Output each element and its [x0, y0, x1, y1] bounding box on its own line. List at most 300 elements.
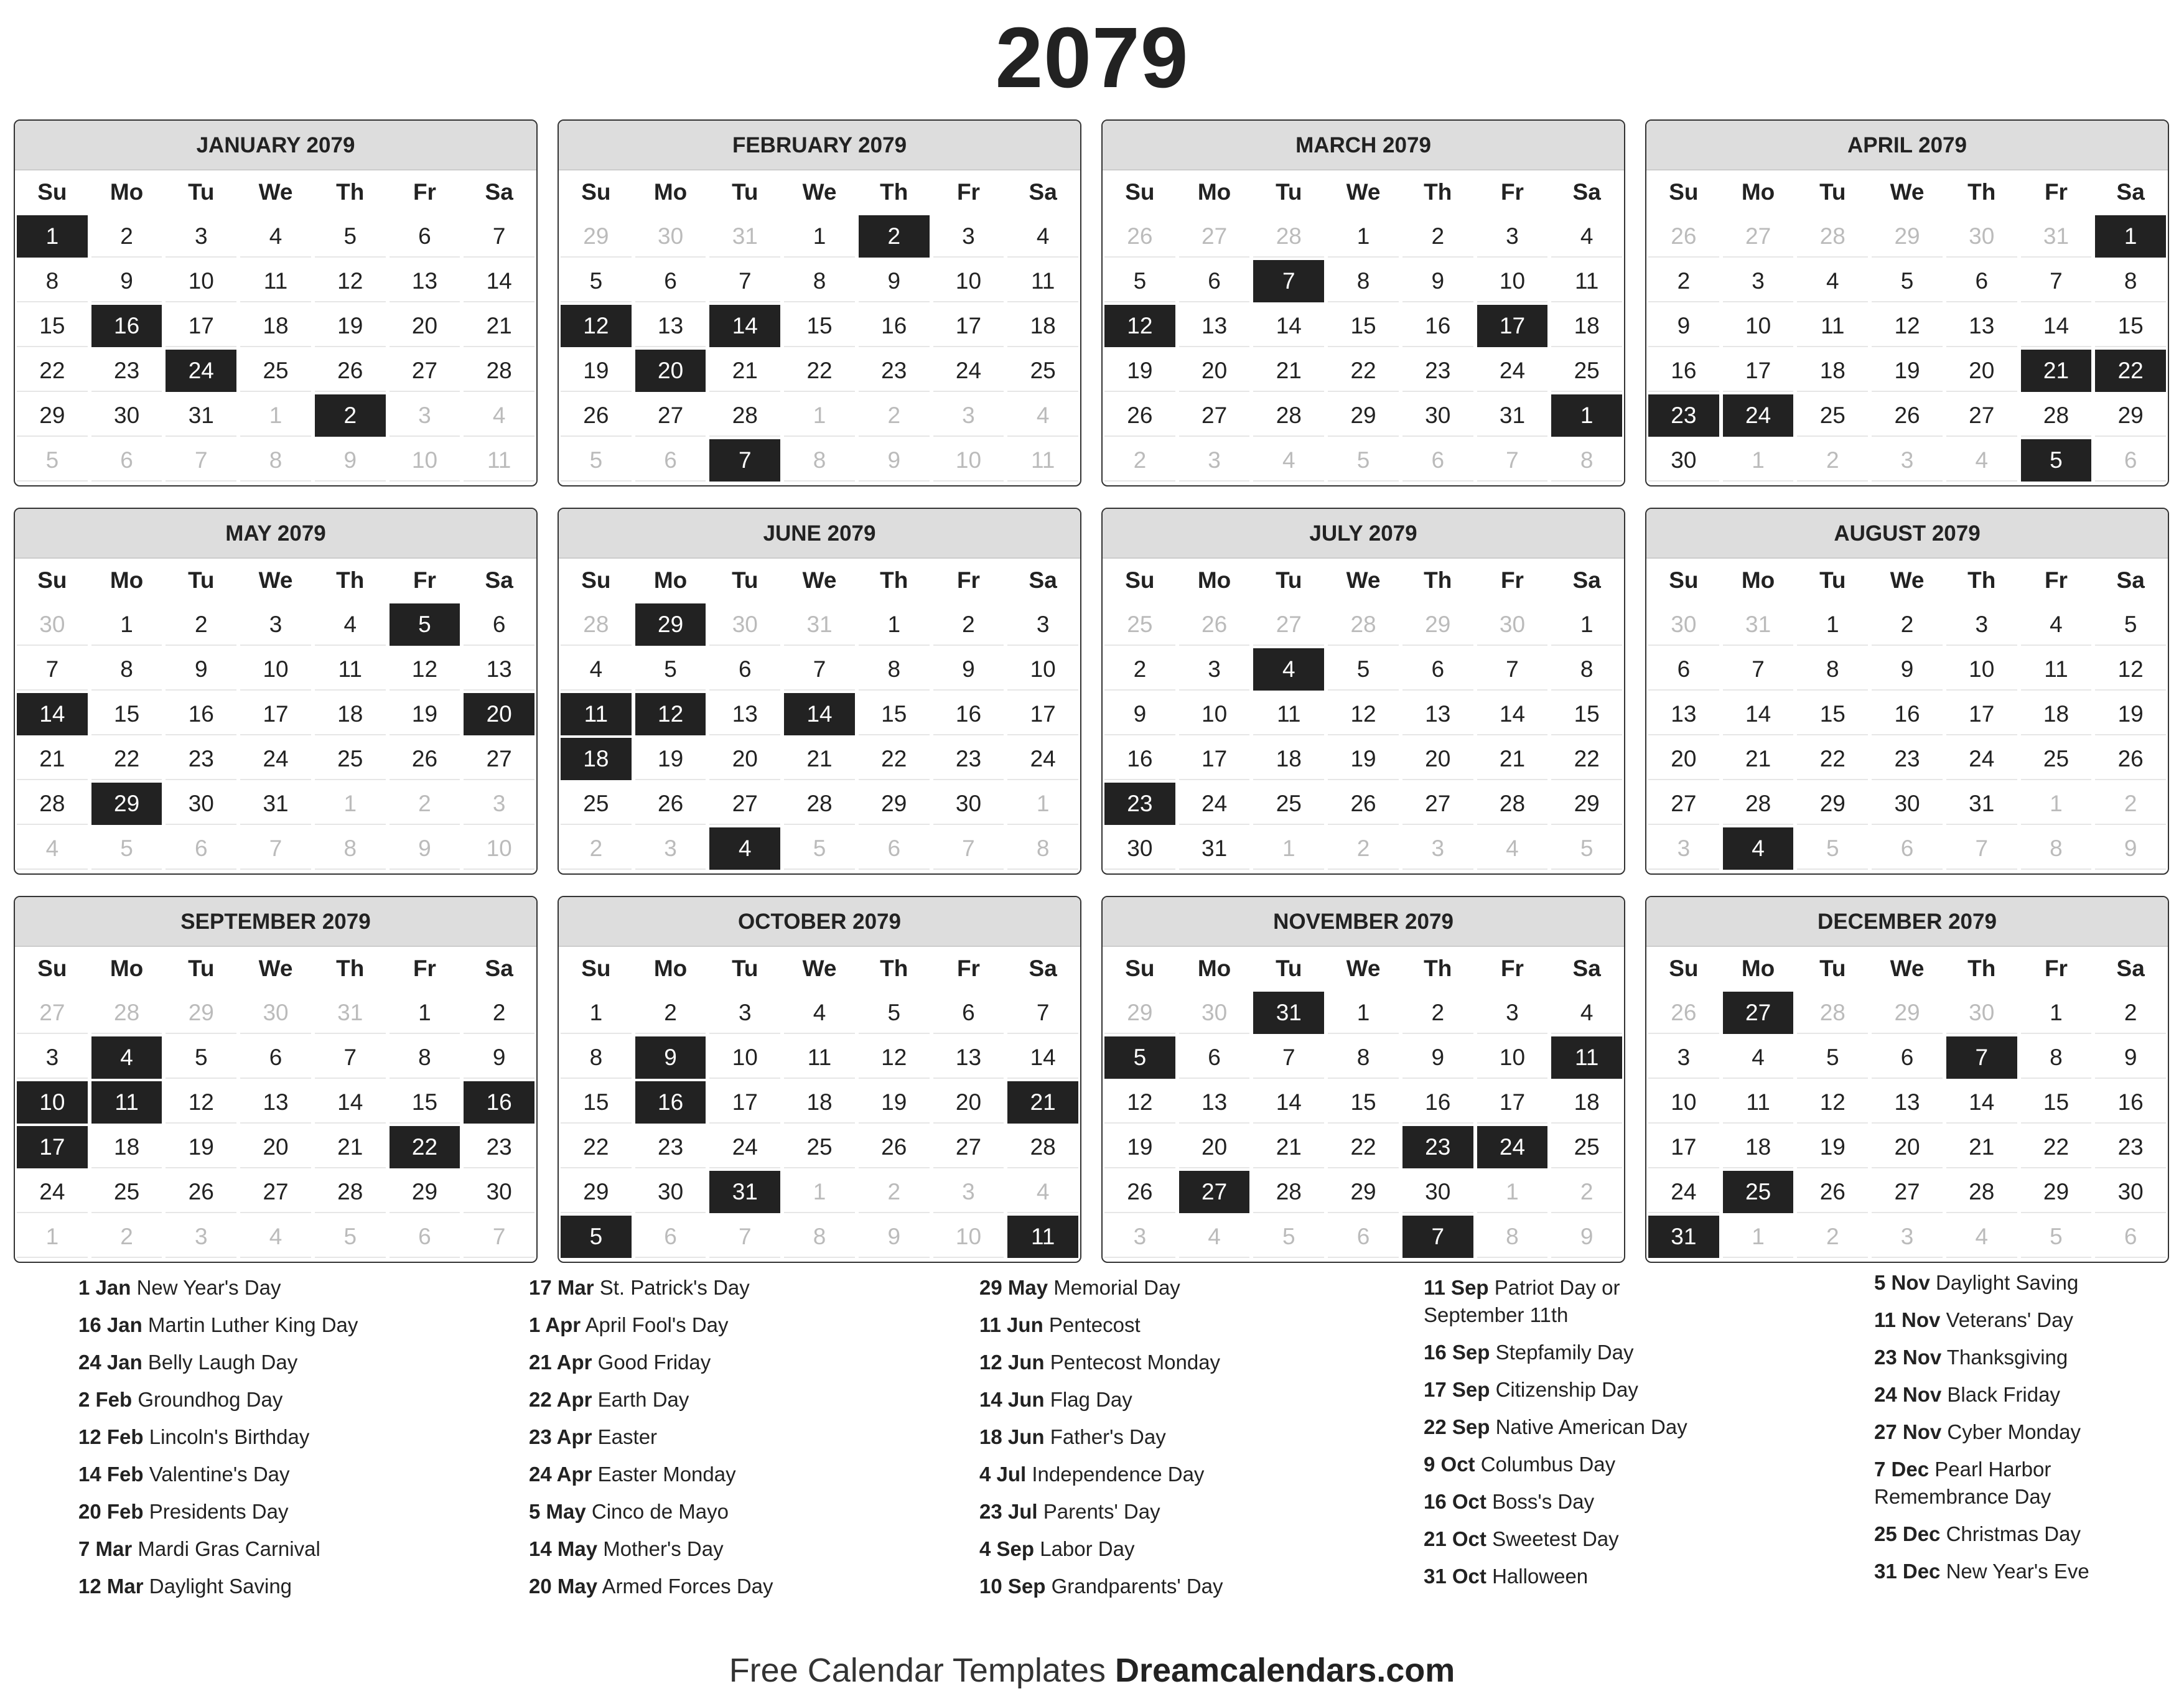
day-cell: 7 [17, 648, 88, 691]
day-cell: 15 [784, 305, 855, 347]
weekday-label: Tu [1819, 567, 1846, 593]
holiday-name: Labor Day [1040, 1537, 1135, 1560]
week-row [559, 692, 1080, 737]
week-row [1646, 1125, 2168, 1170]
month-calendar [1645, 119, 2169, 487]
day-cell: 6 [709, 648, 780, 691]
holiday-name: Mother's Day [603, 1537, 724, 1560]
week-row [559, 737, 1080, 781]
day-cell: 5 [2021, 1216, 2092, 1258]
holiday-name: Father's Day [1050, 1425, 1166, 1448]
day-cell: 28 [315, 1171, 386, 1213]
day-cell: 29 [859, 783, 930, 825]
week-row [1646, 647, 2168, 692]
holiday-name: Valentine's Day [149, 1463, 290, 1486]
day-cell: 7 [1253, 1036, 1324, 1079]
week-row [1103, 602, 1624, 647]
day-cell: 31 [1179, 827, 1250, 870]
weekday-label: Fr [2044, 567, 2068, 593]
day-cell: 28 [1253, 215, 1324, 258]
day-cell: 1 [1253, 827, 1324, 870]
weekday-label: We [1890, 179, 1925, 205]
holiday-date: 1 Apr [529, 1313, 581, 1336]
weekday-label: We [802, 567, 837, 593]
week-row [559, 214, 1080, 259]
weekday-label: Tu [1819, 179, 1846, 205]
day-cell: 20 [240, 1126, 311, 1168]
holiday-name: Black Friday [1947, 1383, 2060, 1406]
holiday-day-cell: 5 [2021, 439, 2092, 482]
day-cell: 1 [315, 783, 386, 825]
holiday-item [1874, 1381, 2148, 1408]
day-cell: 9 [2095, 827, 2166, 870]
month-title: AUGUST 2079 [1646, 509, 2168, 559]
week-row [559, 438, 1080, 483]
day-cell: 4 [240, 1216, 311, 1258]
day-cell: 28 [1007, 1126, 1078, 1168]
weekday-label: Th [1424, 567, 1452, 593]
day-cell: 22 [1797, 738, 1868, 780]
day-cell: 28 [709, 394, 780, 437]
day-cell: 14 [1007, 1036, 1078, 1079]
day-cell: 28 [17, 783, 88, 825]
footer [0, 1649, 2184, 1692]
day-cell: 9 [315, 439, 386, 482]
day-cell: 1 [784, 1171, 855, 1213]
day-cell: 26 [1179, 603, 1250, 646]
holiday-day-cell: 4 [1253, 648, 1324, 691]
day-cell: 10 [240, 648, 311, 691]
weekday-label: We [1890, 956, 1925, 981]
day-cell: 19 [1797, 1126, 1868, 1168]
day-cell: 4 [1723, 1036, 1794, 1079]
weekday-label: Sa [2116, 179, 2145, 205]
weekday-row [1646, 947, 2168, 990]
holiday-item [529, 1386, 952, 1413]
day-cell: 4 [1477, 827, 1548, 870]
day-cell: 8 [1328, 260, 1399, 302]
holiday-name: Pentecost [1048, 1313, 1141, 1336]
day-cell: 25 [1797, 394, 1868, 437]
day-cell: 3 [933, 1171, 1004, 1213]
day-cell: 7 [166, 439, 236, 482]
weekday-label: Sa [1572, 956, 1601, 981]
weekday-row [559, 947, 1080, 990]
weekday-label: Mo [653, 956, 688, 981]
day-cell: 26 [1328, 783, 1399, 825]
holiday-date: 20 Feb [78, 1500, 144, 1523]
day-cell: 5 [1797, 827, 1868, 870]
day-cell: 7 [315, 1036, 386, 1079]
day-cell: 13 [464, 648, 534, 691]
day-cell: 26 [1797, 1171, 1868, 1213]
day-cell: 9 [859, 260, 930, 302]
day-cell: 10 [1723, 305, 1794, 347]
holiday-item [78, 1461, 502, 1488]
holiday-item [529, 1274, 952, 1301]
day-cell: 8 [859, 648, 930, 691]
week-row [559, 826, 1080, 871]
day-cell: 2 [91, 215, 162, 258]
holiday-date: 11 Sep [1424, 1276, 1489, 1299]
day-cell: 5 [561, 439, 632, 482]
week-row [1646, 214, 2168, 259]
day-cell: 20 [933, 1081, 1004, 1124]
day-cell: 27 [240, 1171, 311, 1213]
day-cell: 30 [1648, 439, 1719, 482]
day-cell: 7 [464, 1216, 534, 1258]
day-cell: 28 [561, 603, 632, 646]
holiday-date: 12 Mar [78, 1575, 144, 1598]
day-cell: 11 [1797, 305, 1868, 347]
day-cell: 20 [1946, 350, 2017, 392]
day-cell: 18 [2021, 693, 2092, 735]
day-cell: 30 [1402, 394, 1473, 437]
day-cell: 4 [2021, 603, 2092, 646]
weekday-label: Sa [1572, 179, 1601, 205]
week-row [15, 737, 536, 781]
weekday-label: Fr [1500, 179, 1524, 205]
day-cell: 16 [859, 305, 930, 347]
day-cell: 8 [390, 1036, 460, 1079]
holiday-item [979, 1386, 1402, 1413]
holiday-date: 24 Jan [78, 1351, 142, 1374]
day-cell: 7 [933, 827, 1004, 870]
day-cell: 10 [1179, 693, 1250, 735]
week-row [1103, 1170, 1624, 1214]
weekday-label: Su [581, 567, 611, 593]
holiday-date: 21 Oct [1424, 1527, 1486, 1550]
holiday-day-cell: 21 [1007, 1081, 1078, 1124]
day-cell: 12 [1872, 305, 1943, 347]
day-cell: 30 [1946, 992, 2017, 1034]
holiday-item [1874, 1306, 2148, 1334]
weekday-label: Sa [1029, 956, 1057, 981]
day-cell: 27 [1253, 603, 1324, 646]
day-cell: 2 [1797, 439, 1868, 482]
day-cell: 13 [1946, 305, 2017, 347]
holiday-day-cell: 18 [561, 738, 632, 780]
day-cell: 12 [315, 260, 386, 302]
holiday-day-cell: 7 [1946, 1036, 2017, 1079]
holiday-name: St. Patrick's Day [599, 1276, 750, 1299]
day-cell: 2 [1648, 260, 1719, 302]
weekday-label: Tu [188, 956, 215, 981]
day-cell: 6 [933, 992, 1004, 1034]
week-row [1646, 259, 2168, 304]
day-cell: 2 [635, 992, 706, 1034]
holiday-date: 10 Sep [979, 1575, 1046, 1598]
day-cell: 26 [1104, 215, 1175, 258]
day-cell: 3 [1007, 603, 1078, 646]
holiday-date: 22 Apr [529, 1388, 592, 1411]
week-row [559, 1170, 1080, 1214]
holiday-day-cell: 22 [390, 1126, 460, 1168]
holiday-date: 23 Jul [979, 1500, 1038, 1523]
day-cell: 30 [1179, 992, 1250, 1034]
weekday-label: Mo [1197, 179, 1231, 205]
weekday-label: Mo [653, 179, 688, 205]
holiday-date: 7 Mar [78, 1537, 133, 1560]
day-cell: 5 [1872, 260, 1943, 302]
day-cell: 27 [464, 738, 534, 780]
day-cell: 10 [1007, 648, 1078, 691]
day-cell: 22 [784, 350, 855, 392]
day-cell: 15 [2095, 305, 2166, 347]
day-cell: 14 [2021, 305, 2092, 347]
day-cell: 17 [709, 1081, 780, 1124]
day-cell: 3 [1477, 992, 1548, 1034]
week-row [15, 259, 536, 304]
day-cell: 4 [1946, 439, 2017, 482]
day-cell: 1 [1797, 603, 1868, 646]
holiday-date: 2 Feb [78, 1388, 133, 1411]
day-cell: 31 [2021, 215, 2092, 258]
day-cell: 25 [240, 350, 311, 392]
holiday-day-cell: 2 [859, 215, 930, 258]
day-cell: 23 [859, 350, 930, 392]
holiday-date: 11 Jun [979, 1313, 1043, 1336]
day-cell: 22 [1551, 738, 1622, 780]
day-cell: 13 [1872, 1081, 1943, 1124]
holiday-name: Pentecost Monday [1050, 1351, 1221, 1374]
day-cell: 29 [166, 992, 236, 1034]
day-cell: 7 [1946, 827, 2017, 870]
holiday-name: Daylight Saving [149, 1575, 292, 1598]
weekday-row [1646, 170, 2168, 214]
holiday-name: Veterans' Day [1946, 1308, 2073, 1331]
week-row [1646, 692, 2168, 737]
month-calendar [558, 896, 1081, 1263]
week-row [15, 1214, 536, 1259]
day-cell: 25 [1104, 603, 1175, 646]
holiday-item [1424, 1451, 1697, 1478]
day-cell: 27 [635, 394, 706, 437]
holiday-day-cell: 5 [1104, 1036, 1175, 1079]
day-cell: 2 [859, 394, 930, 437]
holiday-item [529, 1423, 952, 1451]
day-cell: 9 [859, 439, 930, 482]
day-cell: 22 [1328, 350, 1399, 392]
holiday-date: 20 May [529, 1575, 598, 1598]
holiday-name: Patriot Day or September 11th [1424, 1276, 1620, 1326]
day-cell: 26 [1648, 215, 1719, 258]
day-cell: 10 [1477, 260, 1548, 302]
day-cell: 29 [561, 1171, 632, 1213]
month-calendar [14, 119, 538, 487]
day-cell: 3 [1402, 827, 1473, 870]
weekday-label: Tu [732, 567, 758, 593]
holiday-date: 12 Jun [979, 1351, 1045, 1374]
day-cell: 28 [1253, 1171, 1324, 1213]
day-cell: 9 [464, 1036, 534, 1079]
weekday-label: Su [1669, 179, 1699, 205]
holiday-item [1424, 1413, 1697, 1441]
day-cell: 19 [390, 693, 460, 735]
week-row [559, 1214, 1080, 1259]
week-row [15, 304, 536, 348]
day-cell: 4 [1179, 1216, 1250, 1258]
holiday-column [1874, 1269, 2148, 1595]
holiday-item [78, 1423, 502, 1451]
weekday-label: Fr [956, 956, 980, 981]
day-cell: 7 [709, 1216, 780, 1258]
day-cell: 4 [1007, 1171, 1078, 1213]
weekday-label: Fr [413, 567, 436, 593]
day-cell: 10 [1477, 1036, 1548, 1079]
day-cell: 20 [1179, 350, 1250, 392]
holiday-name: Lincoln's Birthday [149, 1425, 310, 1448]
day-cell: 24 [1946, 738, 2017, 780]
holiday-item [1424, 1376, 1697, 1404]
day-cell: 8 [240, 439, 311, 482]
day-cell: 18 [1551, 1081, 1622, 1124]
day-cell: 25 [784, 1126, 855, 1168]
weekday-label: Su [1125, 567, 1155, 593]
footer-text: Free Calendar Templates [729, 1652, 1106, 1689]
day-cell: 1 [859, 603, 930, 646]
holiday-name: Mardi Gras Carnival [138, 1537, 320, 1560]
holiday-name: Groundhog Day [138, 1388, 283, 1411]
day-cell: 20 [1179, 1126, 1250, 1168]
day-cell: 7 [1007, 992, 1078, 1034]
holiday-name: New Year's Day [136, 1276, 281, 1299]
day-cell: 16 [1402, 1081, 1473, 1124]
day-cell: 18 [1007, 305, 1078, 347]
holiday-item [979, 1461, 1402, 1488]
holiday-date: 14 May [529, 1537, 598, 1560]
day-cell: 31 [1477, 394, 1548, 437]
day-cell: 3 [1179, 439, 1250, 482]
holiday-date: 23 Apr [529, 1425, 592, 1448]
day-cell: 6 [91, 439, 162, 482]
week-row [1646, 1214, 2168, 1259]
day-cell: 31 [1946, 783, 2017, 825]
day-cell: 24 [933, 350, 1004, 392]
day-cell: 30 [1402, 1171, 1473, 1213]
day-cell: 16 [1872, 693, 1943, 735]
holiday-day-cell: 24 [1723, 394, 1794, 437]
holiday-day-cell: 23 [1402, 1126, 1473, 1168]
day-cell: 21 [464, 305, 534, 347]
holiday-item [78, 1386, 502, 1413]
day-cell: 18 [240, 305, 311, 347]
day-cell: 27 [1402, 783, 1473, 825]
weekday-label: Fr [2044, 179, 2068, 205]
day-cell: 5 [561, 260, 632, 302]
week-row [15, 781, 536, 826]
day-cell: 4 [1797, 260, 1868, 302]
weekday-label: Sa [485, 179, 513, 205]
holiday-name: Sweetest Day [1492, 1527, 1619, 1550]
holiday-date: 27 Nov [1874, 1420, 1942, 1443]
holiday-item [1424, 1525, 1697, 1553]
holiday-name: Cinco de Mayo [591, 1500, 729, 1523]
holiday-day-cell: 4 [709, 827, 780, 870]
day-cell: 21 [315, 1126, 386, 1168]
holiday-item [78, 1573, 502, 1600]
holiday-day-cell: 29 [635, 603, 706, 646]
holiday-day-cell: 11 [1551, 1036, 1622, 1079]
holiday-day-cell: 25 [1723, 1171, 1794, 1213]
weekday-label: Su [37, 179, 67, 205]
day-cell: 21 [17, 738, 88, 780]
day-cell: 14 [1477, 693, 1548, 735]
weekday-label: Tu [1819, 956, 1846, 981]
holiday-date: 31 Oct [1424, 1565, 1486, 1588]
holiday-item [1874, 1344, 2148, 1371]
weekday-label: We [1890, 567, 1925, 593]
holiday-date: 14 Jun [979, 1388, 1045, 1411]
weekday-label: Fr [2044, 956, 2068, 981]
day-cell: 1 [1477, 1171, 1548, 1213]
month-calendar [14, 896, 538, 1263]
day-cell: 27 [709, 783, 780, 825]
day-cell: 13 [240, 1081, 311, 1124]
holiday-day-cell: 7 [1402, 1216, 1473, 1258]
day-cell: 26 [1104, 1171, 1175, 1213]
day-cell: 27 [17, 992, 88, 1034]
day-cell: 6 [166, 827, 236, 870]
footer-brand: Dreamcalendars.com [1115, 1652, 1455, 1689]
day-cell: 20 [1402, 738, 1473, 780]
day-cell: 3 [1872, 439, 1943, 482]
day-cell: 21 [1723, 738, 1794, 780]
weekday-label: Fr [1500, 956, 1524, 981]
day-cell: 20 [1648, 738, 1719, 780]
day-cell: 5 [2095, 603, 2166, 646]
day-cell: 24 [17, 1171, 88, 1213]
month-calendar [14, 508, 538, 875]
weekday-label: Sa [1029, 567, 1057, 593]
holiday-name: Pearl Harbor Remembrance Day [1874, 1458, 2051, 1508]
week-row [1103, 1035, 1624, 1080]
day-cell: 15 [1328, 1081, 1399, 1124]
day-cell: 29 [1328, 1171, 1399, 1213]
day-cell: 31 [315, 992, 386, 1034]
day-cell: 26 [1872, 394, 1943, 437]
day-cell: 5 [1551, 827, 1622, 870]
day-cell: 6 [1179, 1036, 1250, 1079]
day-cell: 26 [561, 394, 632, 437]
week-row [15, 647, 536, 692]
holiday-day-cell: 5 [390, 603, 460, 646]
day-cell: 5 [1253, 1216, 1324, 1258]
weekday-label: Th [336, 956, 365, 981]
holiday-date: 21 Apr [529, 1351, 592, 1374]
holiday-date: 23 Nov [1874, 1346, 1942, 1369]
weekday-label: Fr [1500, 567, 1524, 593]
weekday-row [1103, 947, 1624, 990]
day-cell: 1 [1007, 783, 1078, 825]
day-cell: 2 [2095, 783, 2166, 825]
day-cell: 2 [91, 1216, 162, 1258]
day-cell: 4 [1551, 992, 1622, 1034]
month-calendar [1101, 119, 1625, 487]
week-row [1103, 990, 1624, 1035]
day-cell: 4 [784, 992, 855, 1034]
day-cell: 18 [1723, 1126, 1794, 1168]
day-cell: 6 [1179, 260, 1250, 302]
day-cell: 9 [2095, 1036, 2166, 1079]
day-cell: 2 [464, 992, 534, 1034]
day-cell: 7 [2021, 260, 2092, 302]
holiday-name: Native American Day [1495, 1415, 1687, 1438]
holiday-name: April Fool's Day [585, 1313, 729, 1336]
day-cell: 16 [1648, 350, 1719, 392]
day-cell: 5 [859, 992, 930, 1034]
month-title: OCTOBER 2079 [559, 897, 1080, 947]
